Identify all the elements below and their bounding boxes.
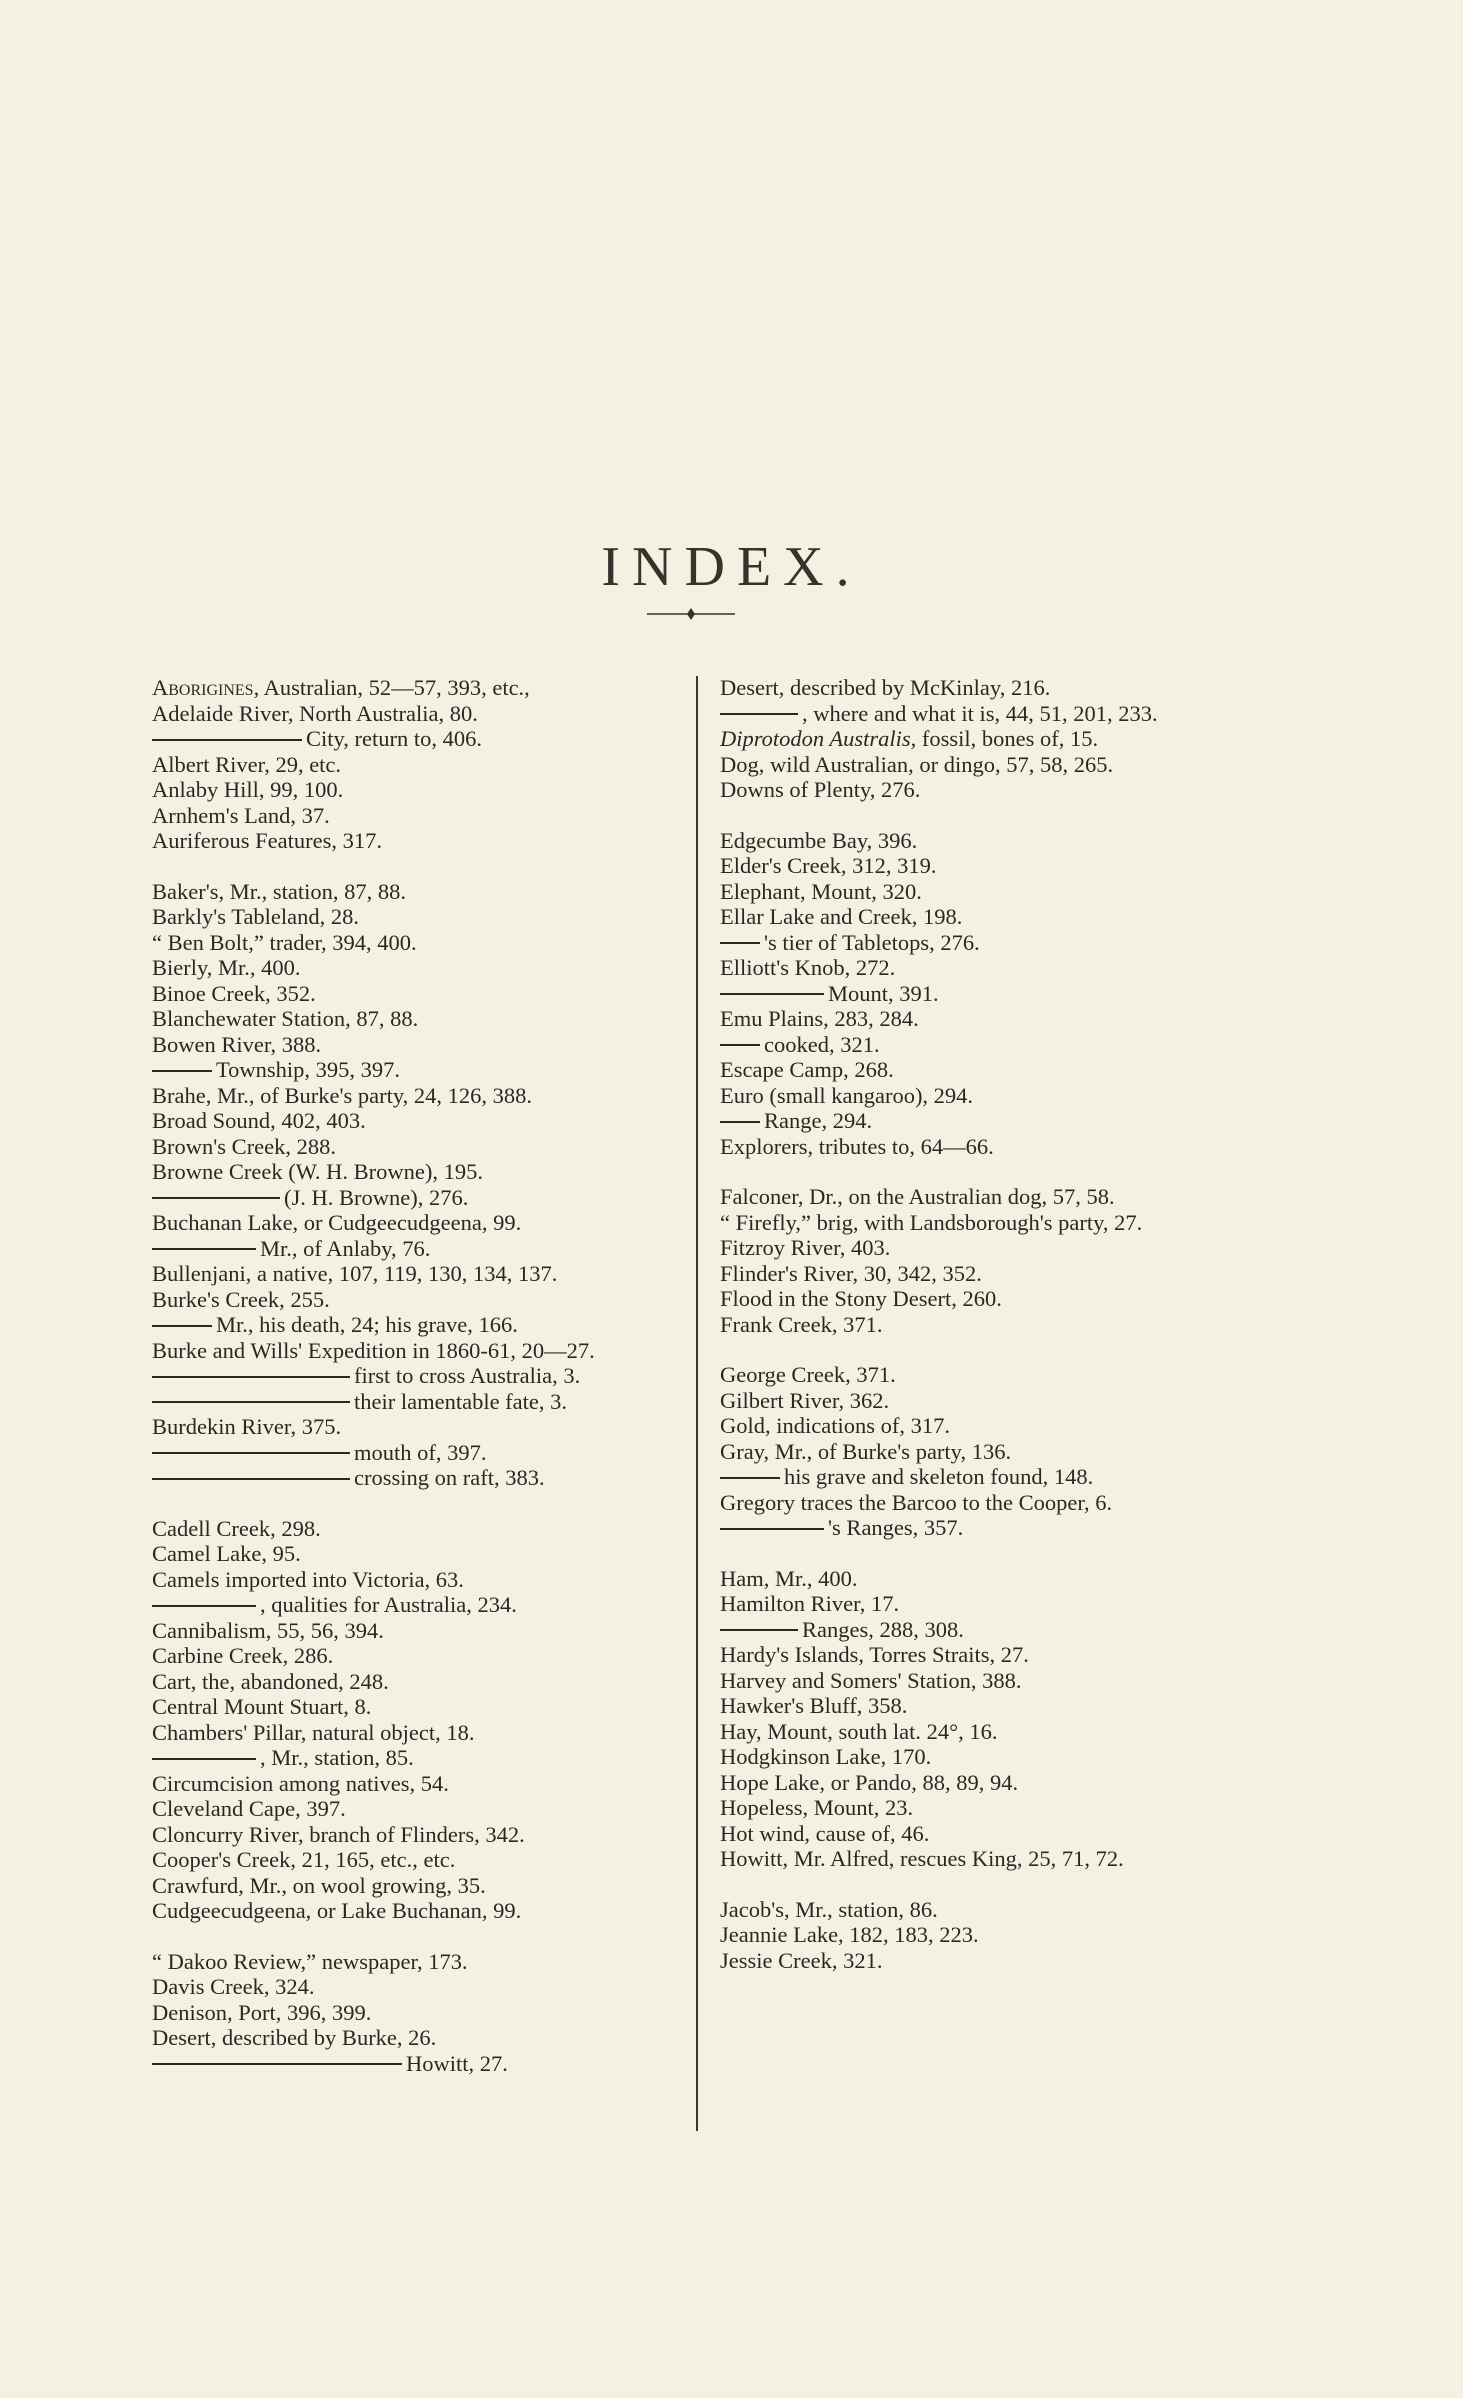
entry-text: Frank Creek, 371. [720,1311,883,1337]
index-entry [152,1541,672,1567]
index-group [720,828,1236,1160]
entry-text: City, return to, 406. [306,726,483,751]
entry-text: Arnhem's Land, 37. [152,802,330,828]
index-group [152,1949,672,2077]
index-entry [152,1618,672,1644]
entry-text: Barkly's Tableland, 28. [152,904,360,929]
index-entry [720,726,1236,752]
entry-text: Burdekin River, 375. [152,1414,342,1439]
index-entry [720,1642,1236,1668]
index-entry [152,1108,672,1134]
entry-text: Euro (small kangaroo), 294. [720,1082,974,1108]
index-entry [152,1898,672,1924]
index-entry [152,904,672,930]
entry-text: Australian, 52—57, 393, etc., [259,675,530,700]
index-entry [720,1566,1236,1592]
index-entry [720,777,1236,803]
index-entry [152,1440,672,1466]
ditto-dash [720,1528,824,1530]
entry-text: Jeannie Lake, 182, 183, 223. [720,1922,979,1947]
entry-text: first to cross Australia, 3. [354,1363,581,1388]
index-group [152,675,672,854]
index-entry [152,1057,672,1083]
index-entry [152,828,672,854]
entry-lead-word: Aborigines, [152,675,260,700]
entry-text: , qualities for Australia, 234. [260,1592,517,1617]
entry-text: Edgecumbe Bay, 396. [720,827,918,853]
index-entry [720,1362,1236,1388]
index-entry [152,1287,672,1313]
entry-text: Bowen River, 388. [152,1031,322,1057]
index-entry [720,1515,1236,1541]
entry-text: Anlaby Hill, 99, 100. [152,777,344,802]
index-group [152,1516,672,1924]
index-entry [152,930,672,956]
entry-text: Mr., his death, 24; his grave, 166. [216,1312,518,1337]
index-column-right [720,675,1236,1998]
index-entry [720,1693,1236,1719]
entry-text: Binoe Creek, 352. [152,980,316,1006]
entry-text: Carbine Creek, 286. [152,1643,334,1668]
index-entry [720,1922,1236,1948]
index-entry [720,1490,1236,1516]
entry-text: Denison, Port, 396, 399. [152,1999,372,2025]
index-entry [152,726,672,752]
entry-text: Bierly, Mr., 400. [152,955,301,980]
entry-text: Hay, Mount, south lat. 24°, 16. [720,1718,998,1744]
ditto-dash [152,1758,256,1760]
index-entry [720,1235,1236,1261]
column-divider [696,676,698,2131]
index-entry [152,1669,672,1695]
entry-text: Downs of Plenty, 276. [720,777,921,802]
entry-text: Brahe, Mr., of Burke's party, 24, 126, 388. [152,1082,533,1108]
index-entry [720,1846,1236,1872]
index-entry [152,1516,672,1542]
index-entry [152,1847,672,1873]
ditto-dash [152,1401,350,1403]
index-entry [720,1261,1236,1287]
index-entry [152,1261,672,1287]
index-entry [152,701,672,727]
entry-text: Fitzroy River, 403. [720,1235,891,1260]
entry-text: Jessie Creek, 321. [720,1947,883,1973]
index-entry [720,1413,1236,1439]
entry-text: Burke and Wills' Expedition in 1860-61, 20—27. [152,1337,595,1363]
entry-text: Gregory traces the Barcoo to the Cooper, 6. [720,1489,1113,1515]
index-entry [720,1134,1236,1160]
index-entry [152,1134,672,1160]
entry-text: fossil, bones of, 15. [916,726,1099,751]
index-entry [152,1159,672,1185]
index-entry [720,904,1236,930]
entry-text: Emu Plains, 283, 284. [720,1006,919,1031]
entry-text: 's tier of Tabletops, 276. [764,929,980,955]
index-entry [720,1464,1236,1490]
entry-text: Bullenjani, a native, 107, 119, 130, 134, 137. [152,1261,558,1286]
index-group [720,675,1236,803]
index-entry [720,930,1236,956]
entry-text: 's Ranges, 357. [828,1515,964,1540]
entry-text: (J. H. Browne), 276. [284,1184,469,1210]
index-entry [152,1338,672,1364]
entry-text: Dog, wild Australian, or dingo, 57, 58, 265. [720,751,1114,777]
entry-text: Camel Lake, 95. [152,1541,301,1566]
entry-text: Mount, 391. [828,980,939,1006]
index-entry [152,1236,672,1262]
ditto-dash [152,2063,402,2065]
index-entry [152,1745,672,1771]
entry-italic-term: Diprotodon Australis, [720,726,917,751]
index-entry [152,1694,672,1720]
index-entry [152,1414,672,1440]
index-entry [720,1795,1236,1821]
entry-text: Cloncurry River, branch of Flinders, 342. [152,1821,525,1847]
entry-text: Falconer, Dr., on the Australian dog, 57, 58. [720,1184,1115,1209]
ditto-dash [152,1452,350,1454]
entry-text: Blanchewater Station, 87, 88. [152,1006,419,1031]
index-entry [152,1567,672,1593]
entry-text: Elephant, Mount, 320. [720,878,922,904]
entry-text: “ Dakoo Review,” newspaper, 173. [152,1948,468,1974]
ditto-dash [152,1197,280,1199]
index-entry [152,2051,672,2077]
entry-text: “ Ben Bolt,” trader, 394, 400. [152,929,417,955]
entry-text: Desert, described by McKinlay, 216. [720,675,1051,700]
index-group [720,1897,1236,1974]
index-entry [152,1465,672,1491]
index-entry [152,1363,672,1389]
entry-text: George Creek, 371. [720,1362,896,1387]
index-entry [152,752,672,778]
ditto-dash [152,1478,350,1480]
entry-text: Auriferous Features, 317. [152,828,382,853]
index-entry [152,2025,672,2051]
index-entry [152,1974,672,2000]
index-entry [720,1668,1236,1694]
entry-text: Hot wind, cause of, 46. [720,1820,930,1846]
index-entry [152,1796,672,1822]
entry-text: Browne Creek (W. H. Browne), 195. [152,1159,483,1184]
index-entry [720,1184,1236,1210]
ditto-dash [152,1376,350,1378]
entry-text: Crawfurd, Mr., on wool growing, 35. [152,1872,486,1898]
entry-text: his grave and skeleton found, 148. [784,1464,1094,1489]
index-entry [152,1643,672,1669]
index-entry [152,1389,672,1415]
ditto-dash [152,1325,212,1327]
index-entry [720,1897,1236,1923]
ditto-dash [152,739,302,741]
entry-text: Cooper's Creek, 21, 165, etc., etc. [152,1847,456,1872]
entry-text: Broad Sound, 402, 403. [152,1108,366,1133]
index-entry [152,955,672,981]
ditto-dash [720,942,760,944]
index-entry [720,1108,1236,1134]
entry-text: mouth of, 397. [354,1439,487,1465]
page-title: INDEX. [601,535,862,598]
entry-text: Hamilton River, 17. [720,1591,900,1616]
index-entry [152,1083,672,1109]
entry-text: Buchanan Lake, or Cudgeecudgeena, 99. [152,1210,522,1235]
index-entry [720,701,1236,727]
index-entry [720,1617,1236,1643]
index-entry [720,955,1236,981]
index-entry [720,675,1236,701]
entry-text: Elder's Creek, 312, 319. [720,853,937,878]
ditto-dash [720,1044,760,1046]
index-entry [152,2000,672,2026]
index-entry [720,1312,1236,1338]
index-group [152,879,672,1491]
index-group [720,1184,1236,1337]
index-entry [720,1210,1236,1236]
index-entry [152,1822,672,1848]
entry-text: , Mr., station, 85. [260,1745,414,1770]
entry-text: Camels imported into Victoria, 63. [152,1566,464,1592]
index-entry [720,1439,1236,1465]
index-group [720,1566,1236,1872]
entry-text: Explorers, tributes to, 64—66. [720,1133,994,1159]
entry-text: Chambers' Pillar, natural object, 18. [152,1719,475,1745]
index-entry [720,1006,1236,1032]
entry-text: Elliott's Knob, 272. [720,955,896,980]
index-entry [152,675,672,701]
entry-text: Ranges, 288, 308. [802,1616,964,1642]
ditto-dash [720,1629,798,1631]
index-entry [152,803,672,829]
entry-text: Mr., of Anlaby, 76. [260,1235,431,1261]
index-entry [152,1873,672,1899]
ditto-dash [720,993,824,995]
entry-text: Hopeless, Mount, 23. [720,1795,914,1820]
index-entry [152,1949,672,1975]
index-entry [152,1720,672,1746]
ditto-dash [720,1121,760,1123]
index-entry [152,1006,672,1032]
index-column-left [152,675,672,2101]
entry-text: Howitt, Mr. Alfred, rescues King, 25, 71, 72. [720,1846,1124,1871]
index-entry [152,777,672,803]
entry-text: Cudgeecudgeena, or Lake Buchanan, 99. [152,1898,522,1923]
index-entry [720,1948,1236,1974]
index-entry [720,1057,1236,1083]
index-entry [720,752,1236,778]
entry-text: Jacob's, Mr., station, 86. [720,1896,938,1922]
index-entry [720,1744,1236,1770]
entry-text: “ Firefly,” brig, with Landsborough's party, 27. [720,1209,1143,1235]
index-entry [152,879,672,905]
index-entry [720,853,1236,879]
entry-text: their lamentable fate, 3. [354,1388,568,1414]
entry-text: Desert, described by Burke, 26. [152,2025,437,2050]
entry-text: Cleveland Cape, 397. [152,1796,346,1821]
entry-text: Hope Lake, or Pando, 88, 89, 94. [720,1769,1019,1795]
index-entry [720,1770,1236,1796]
index-entry [152,1312,672,1338]
index-group [720,1362,1236,1541]
index-entry [720,1719,1236,1745]
entry-text: Gilbert River, 362. [720,1387,890,1413]
entry-text: Burke's Creek, 255. [152,1286,330,1312]
entry-text: Adelaide River, North Australia, 80. [152,700,478,726]
entry-text: Gold, indications of, 317. [720,1413,950,1438]
entry-text: Central Mount Stuart, 8. [152,1694,372,1719]
entry-text: Township, 395, 397. [216,1057,401,1082]
entry-text: Hardy's Islands, Torres Straits, 27. [720,1642,1029,1667]
index-entry [152,1032,672,1058]
ditto-dash [720,713,798,715]
entry-text: Cadell Creek, 298. [152,1515,321,1541]
entry-text: Cannibalism, 55, 56, 394. [152,1617,384,1643]
entry-text: Flinder's River, 30, 342, 352. [720,1260,982,1286]
index-entry [720,1388,1236,1414]
entry-text: Cart, the, abandoned, 248. [152,1668,389,1694]
index-entry [152,1771,672,1797]
entry-text: Brown's Creek, 288. [152,1133,337,1159]
index-entry [720,1286,1236,1312]
entry-text: Gray, Mr., of Burke's party, 136. [720,1438,1012,1464]
index-entry [720,1591,1236,1617]
entry-text: Hodgkinson Lake, 170. [720,1744,932,1769]
ditto-dash [720,1477,780,1479]
entry-text: Davis Creek, 324. [152,1974,315,1999]
entry-text: Harvey and Somers' Station, 388. [720,1667,1022,1693]
ditto-dash [152,1070,212,1072]
entry-text: Baker's, Mr., station, 87, 88. [152,878,407,904]
ditto-dash [152,1605,256,1607]
index-entry [720,1032,1236,1058]
entry-text: , where and what it is, 44, 51, 201, 233. [802,700,1158,726]
entry-text: Escape Camp, 268. [720,1057,894,1082]
entry-text: Flood in the Stony Desert, 260. [720,1286,1002,1311]
title-ornament-icon [641,604,741,624]
index-entry [152,1185,672,1211]
entry-text: Howitt, 27. [406,2050,508,2076]
index-entry [720,981,1236,1007]
entry-text: Ellar Lake and Creek, 198. [720,904,963,929]
index-entry [152,981,672,1007]
entry-text: Range, 294. [764,1108,873,1133]
entry-text: Albert River, 29, etc. [152,751,342,777]
entry-text: Hawker's Bluff, 358. [720,1693,908,1718]
index-entry [720,879,1236,905]
entry-text: crossing on raft, 383. [354,1465,545,1490]
ditto-dash [152,1248,256,1250]
index-entry [152,1592,672,1618]
entry-text: cooked, 321. [764,1031,880,1057]
index-entry [720,828,1236,854]
index-entry [720,1083,1236,1109]
index-entry [152,1210,672,1236]
entry-text: Circumcision among natives, 54. [152,1770,449,1796]
entry-text: Ham, Mr., 400. [720,1565,858,1591]
index-entry [720,1821,1236,1847]
